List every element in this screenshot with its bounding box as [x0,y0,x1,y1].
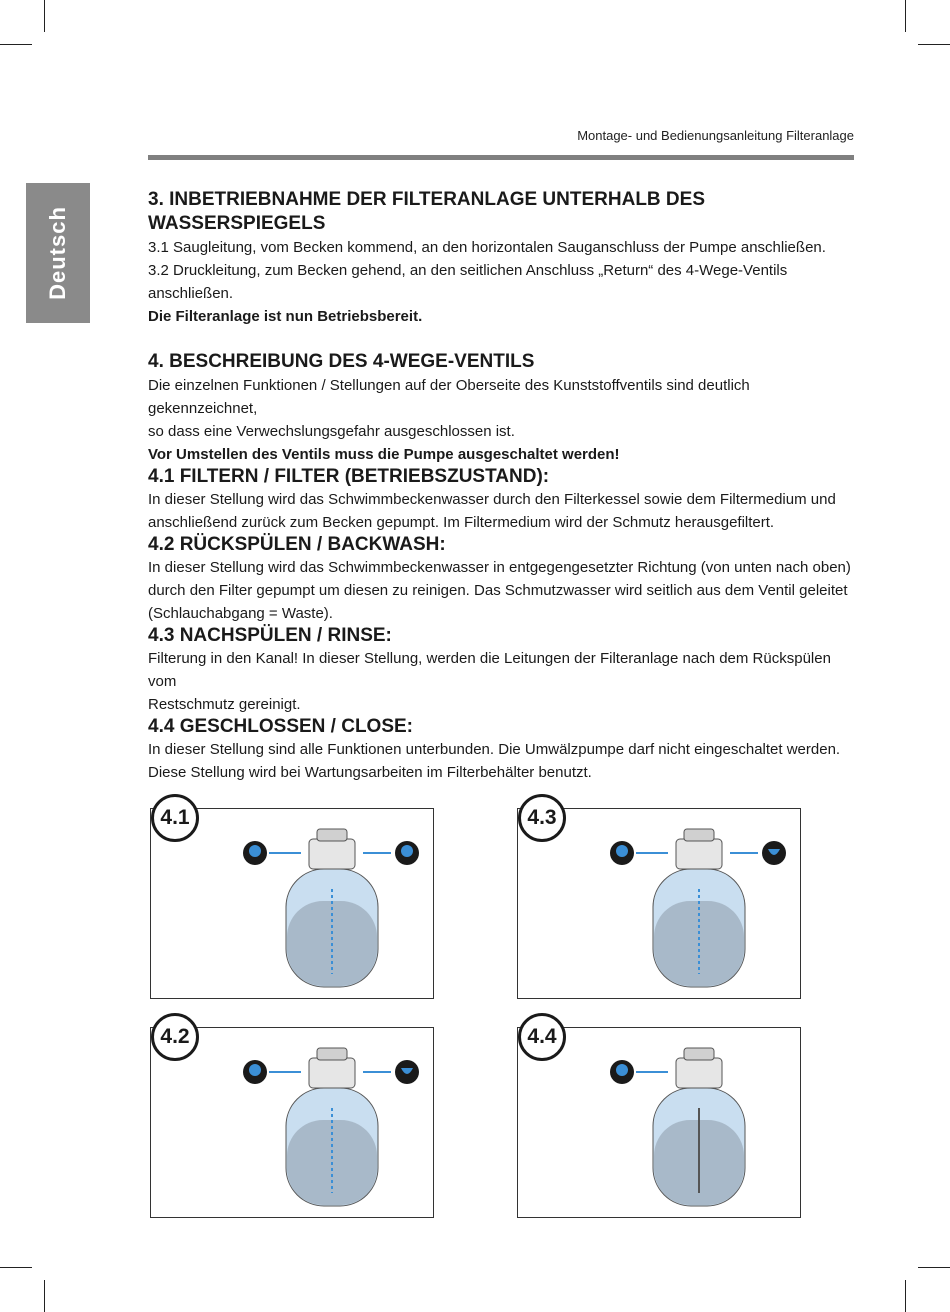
backwash-diagram [151,1028,433,1217]
section-4-3-line-2: Restschmutz gereinigt. [148,696,301,713]
language-tab [26,183,90,323]
figure-filter [150,808,434,999]
section-4-2-line-1: In dieser Stellung wird das Schwimmbeckenwasser in entgegengesetzter Richtung (von unten nach oben) [148,559,851,576]
section-3-line-2b: anschließen. [148,285,234,302]
figure-backwash [150,1027,434,1218]
header-rule [148,155,854,160]
figure-rinse [517,808,801,999]
crop-mark [918,1267,950,1268]
section-4-3-line-1: Filterung in den Kanal! In dieser Stellung, werden die Leitungen der Filteranlage nach dem Rückspülen vom [148,650,831,690]
section-4-1-title: 4.1 FILTERN / FILTER (BETRIEBSZUSTAND): [148,466,550,487]
crop-mark [44,1280,45,1312]
section-4-4-title: 4.4 GESCHLOSSEN / CLOSE: [148,716,413,737]
figure-4-2-label: 4.2 [151,1013,199,1061]
section-4-intro-2: so dass eine Verwechslungsgefahr ausgeschlossen ist. [148,423,515,440]
section-4-4-line-2: Diese Stellung wird bei Wartungsarbeiten im Filterbehälter benutzt. [148,764,592,781]
crop-mark [905,1280,906,1312]
section-3-line-2a: 3.2 Druckleitung, zum Becken gehend, an den seitlichen Anschluss „Return“ des 4-Wege-Ventils [148,262,788,279]
figure-4-3-label: 4.3 [518,794,566,842]
section-3-line-1: 3.1 Saugleitung, vom Becken kommend, an den horizontalen Sauganschluss der Pumpe anschließen. [148,239,826,256]
section-4-4-line-1: In dieser Stellung sind alle Funktionen unterbunden. Die Umwälzpumpe darf nicht eingeschaltet werden. [148,741,841,758]
figure-closed [517,1027,801,1218]
section-4-2-line-3: (Schlauchabgang = Waste). [148,605,333,622]
closed-diagram [518,1028,800,1217]
section-4-1-line-2: anschließend zurück zum Becken gepumpt. Im Filtermedium wird der Schmutz herausgefiltert. [148,514,775,531]
running-header: Montage- und Bedienungsanleitung Filteranlage [577,128,854,143]
rinse-diagram [518,809,800,998]
crop-mark [0,1267,32,1268]
figure-4-4-label: 4.4 [518,1013,566,1061]
section-4-warning: Vor Umstellen des Ventils muss die Pumpe ausgeschaltet werden! [148,446,620,463]
crop-mark [44,0,45,32]
section-3-title: 3. INBETRIEBNAHME DER FILTERANLAGE UNTERHALB DES WASSERSPIEGELS [148,189,705,234]
section-4-2-title: 4.2 RÜCKSPÜLEN / BACKWASH: [148,534,446,555]
crop-mark [905,0,906,32]
filter-diagram [151,809,433,998]
document-body [148,188,858,784]
crop-mark [918,44,950,45]
section-4-3-title: 4.3 NACHSPÜLEN / RINSE: [148,625,392,646]
figure-4-1-label: 4.1 [151,794,199,842]
section-3-ready: Die Filteranlage ist nun Betriebsbereit. [148,308,423,325]
section-4-2-line-2: durch den Filter gepumpt um diesen zu reinigen. Das Schmutzwasser wird seitlich aus dem Ventil geleitet [148,582,848,599]
language-tab-label: Deutsch [45,206,70,300]
crop-mark [0,44,32,45]
section-4-1-line-1: In dieser Stellung wird das Schwimmbeckenwasser durch den Filterkessel sowie dem Filtermedium und [148,491,836,508]
section-4-intro-1: Die einzelnen Funktionen / Stellungen auf der Oberseite des Kunststoffventils sind deutlich gekennzeichnet, [148,377,750,417]
section-4-title: 4. BESCHREIBUNG DES 4-WEGE-VENTILS [148,351,535,372]
